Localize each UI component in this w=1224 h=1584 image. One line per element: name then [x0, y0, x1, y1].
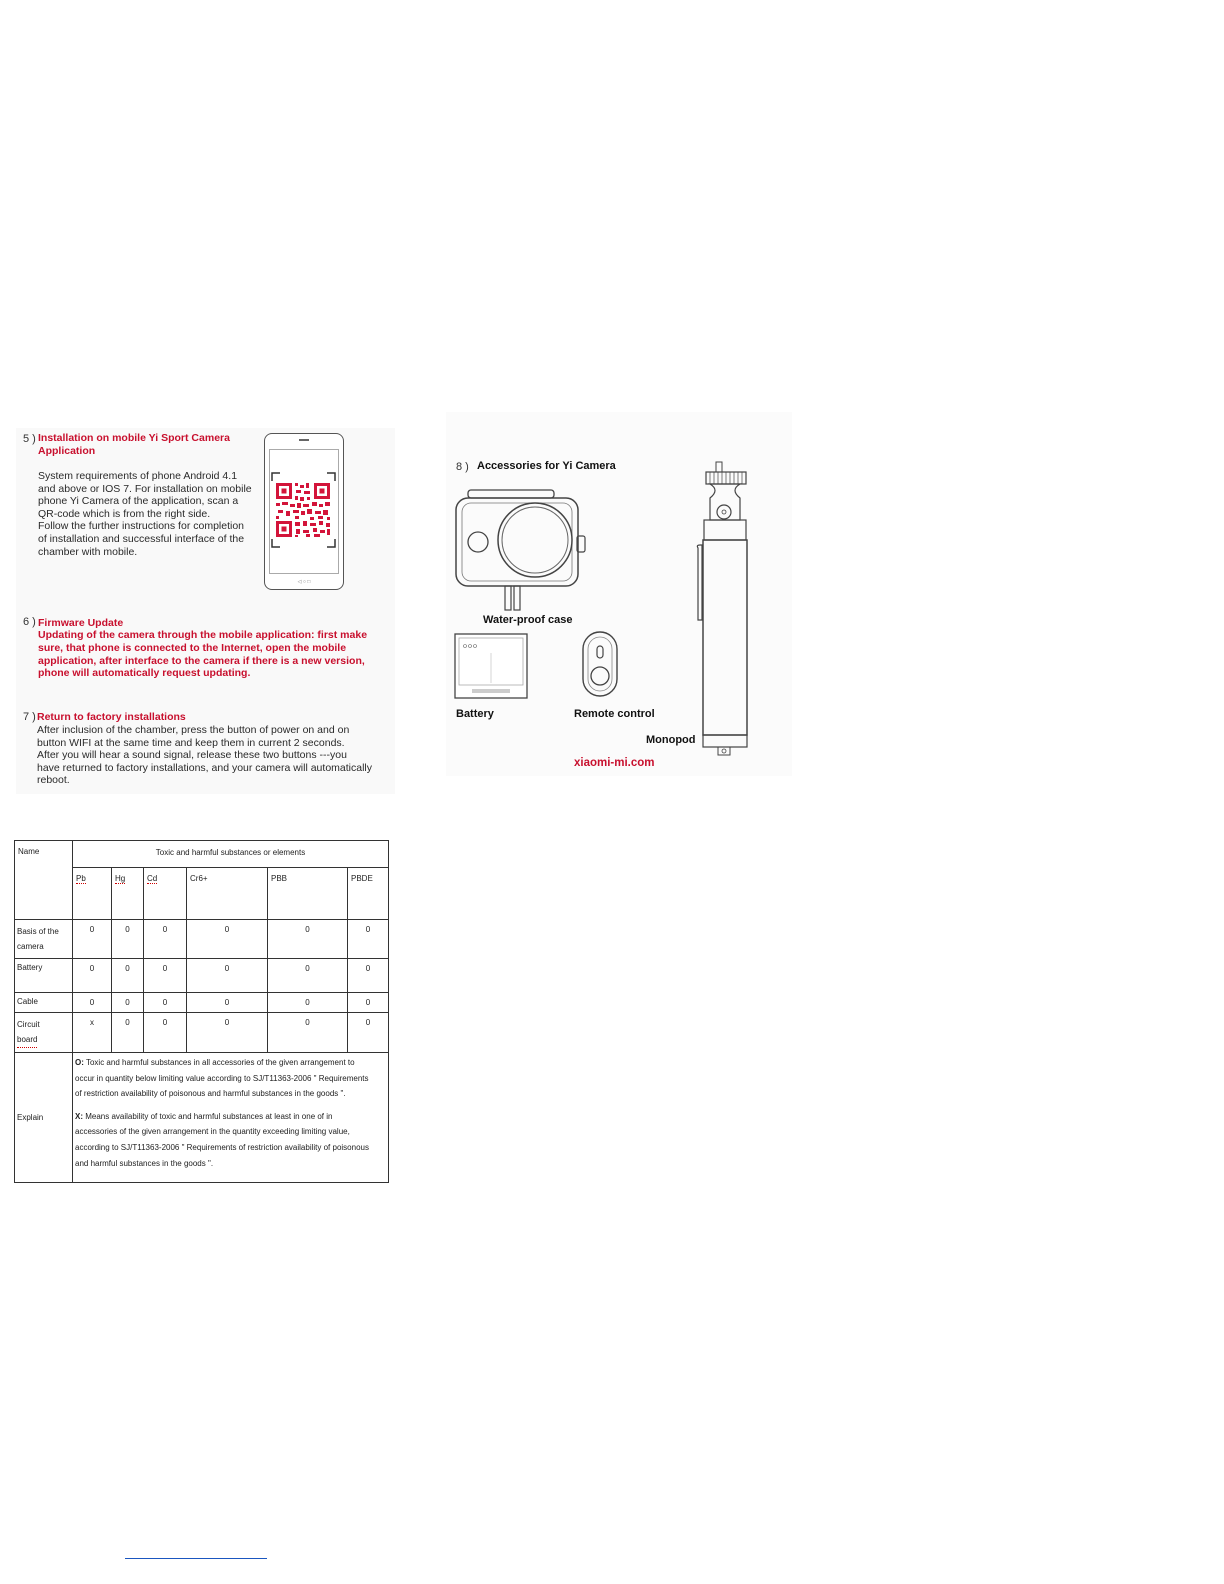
explain-text: O: Toxic and harmful substances in all accessories of the given arrangement to occur in quantity below limiting value according to SJ/T11363-2006 " Requirements of restriction availability of poisonous and harmful substances in the goods ". X: Means availability of toxic and harmful substances at least in one of in accessories of the given arrangement in the quantity exceeding limiting value, according to SJ/T11363-2006 " Requirements of restriction availability of poisonous and harmful substances in the goods ". — [73, 1053, 389, 1183]
table-cell: 0 — [268, 993, 348, 1013]
remote-control-label: Remote control — [574, 708, 655, 720]
qr-code-icon — [270, 471, 337, 549]
table-cell: 0 — [144, 920, 187, 959]
table-cell: 0 — [187, 993, 268, 1013]
section-7-number: 7 ) — [23, 711, 36, 723]
website-link[interactable]: xiaomi-mi.com — [574, 757, 655, 769]
table-cell: 0 — [348, 1013, 389, 1053]
table-row — [15, 920, 389, 959]
column-header-pb: Pb — [73, 868, 112, 920]
monopod-label: Monopod — [646, 734, 696, 746]
table-cell: 0 — [73, 920, 112, 959]
column-header-cd: Cd — [144, 868, 187, 920]
waterproof-case-icon — [450, 488, 590, 614]
column-header-pbde: PBDE — [348, 868, 389, 920]
row-name: Battery — [15, 959, 73, 993]
column-header-cr6: Cr6+ — [187, 868, 268, 920]
row-name: Cable — [15, 993, 73, 1013]
monopod-icon — [690, 460, 750, 760]
row-name: Circuit board — [15, 1013, 73, 1053]
substances-table — [14, 840, 389, 1183]
table-cell: 0 — [187, 1013, 268, 1053]
column-header-pbb: PBB — [268, 868, 348, 920]
table-cell: 0 — [348, 920, 389, 959]
column-header-hg: Hg — [112, 868, 144, 920]
section-7-body: After inclusion of the chamber, press the button of power on and on button WIFI at the same time and keep them in current 2 seconds. After you will hear a sound signal, release these two buttons ---you have returned to factory installations, and your camera will automatically reboot. — [37, 724, 372, 787]
table-row — [15, 959, 389, 993]
section-6-number: 6 ) — [23, 616, 36, 628]
table-cell: 0 — [187, 920, 268, 959]
battery-icon — [454, 633, 528, 699]
section-8-title: Accessories for Yi Camera — [477, 460, 616, 472]
table-cell: 0 — [73, 993, 112, 1013]
explain-label: Explain — [15, 1053, 73, 1183]
section-7-title: Return to factory installations — [37, 711, 186, 723]
table-cell: 0 — [112, 959, 144, 993]
table-cell: 0 — [144, 959, 187, 993]
table-cell: 0 — [112, 1013, 144, 1053]
table-cell: 0 — [144, 1013, 187, 1053]
waterproof-case-label: Water-proof case — [483, 614, 573, 626]
table-cell: 0 — [112, 920, 144, 959]
footer-link-underline[interactable] — [125, 1558, 267, 1559]
phone-nav-buttons: ◁ ○ □ — [297, 579, 311, 585]
table-row — [15, 993, 389, 1013]
table-cell: 0 — [112, 993, 144, 1013]
table-cell: 0 — [268, 920, 348, 959]
table-cell: 0 — [348, 959, 389, 993]
table-row — [15, 1013, 389, 1053]
section-6-title: Firmware Update — [38, 617, 124, 629]
section-6-body: Updating of the camera through the mobile application: first make sure, that phone is connected to the Internet, open the mobile application, after interface to the camera if there is a new version, phone will automatically request updating. — [38, 629, 368, 680]
table-cell: 0 — [73, 959, 112, 993]
table-cell: x — [73, 1013, 112, 1053]
section-5-title: Installation on mobile Yi Sport Camera Application — [38, 432, 230, 457]
table-cell: 0 — [268, 1013, 348, 1053]
group-header: Toxic and harmful substances or elements — [73, 841, 389, 868]
table-cell: 0 — [187, 959, 268, 993]
row-name: Basis of the camera — [15, 920, 73, 959]
name-header: Name — [15, 841, 73, 920]
table-cell: 0 — [348, 993, 389, 1013]
table-cell: 0 — [268, 959, 348, 993]
section-5-body: System requirements of phone Android 4.1 and above or IOS 7. For installation on mobile phone Yi Camera of the application, scan a QR-code which is from the right side. Follow the further instructions for completion of installation and successful interface of the chamber with mobile. — [38, 470, 252, 558]
battery-label: Battery — [456, 708, 494, 720]
explain-row — [15, 1053, 389, 1183]
section-8-number: 8 ) — [456, 461, 469, 473]
section-5-number: 5 ) — [23, 433, 36, 445]
table-cell: 0 — [144, 993, 187, 1013]
remote-control-icon — [580, 630, 620, 700]
